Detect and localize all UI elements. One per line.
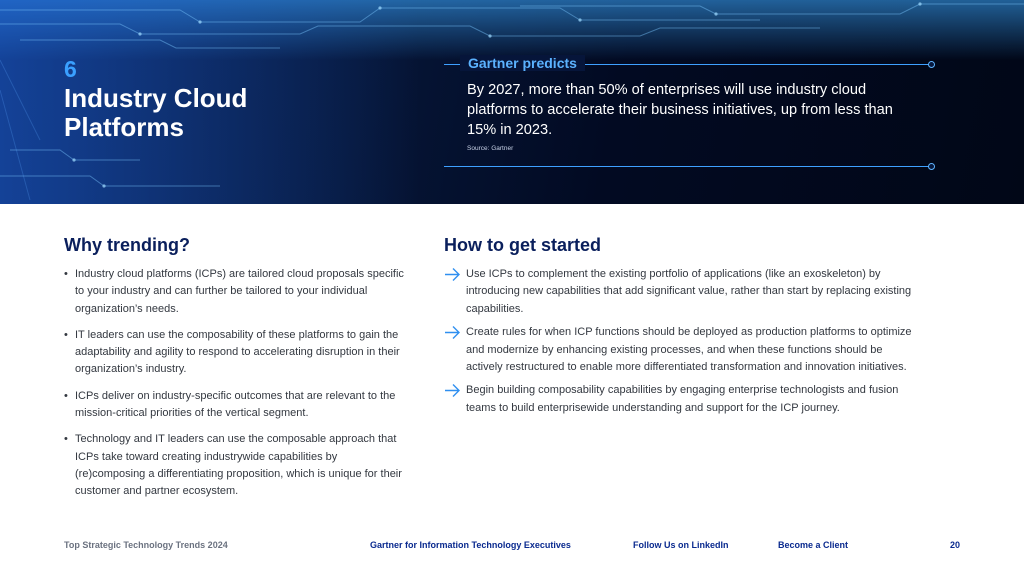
predict-source: Source: Gartner: [467, 145, 514, 152]
bullet-text: ICPs deliver on industry-specific outcomes that are relevant to the mission-critical priorities of the vertical segment.: [75, 389, 396, 420]
footer-link-become-client[interactable]: Become a Client: [778, 540, 849, 550]
list-item: [64, 388, 404, 423]
hero-banner: [0, 0, 1024, 204]
list-item: [444, 382, 914, 417]
section-title: Industry Cloud Platforms: [64, 83, 248, 142]
bullet-icon: •: [64, 328, 68, 341]
footer: [0, 540, 1024, 554]
why-trending-heading: Why trending?: [64, 235, 190, 255]
why-trending-list: [64, 266, 404, 510]
page-number: 20: [949, 540, 960, 550]
bullet-text: Industry cloud platforms (ICPs) are tailored cloud proposals specific to your industry and can further be tailored to your individual organization’s needs.: [75, 268, 404, 315]
arrow-right-icon: [444, 325, 461, 340]
bullet-icon: •: [64, 433, 68, 446]
get-started-heading: How to get started: [444, 235, 602, 255]
rule-end-dot-icon: [928, 163, 935, 170]
get-started-list: [444, 266, 914, 423]
list-item: [64, 266, 404, 318]
list-item: [444, 324, 914, 376]
bullet-icon: •: [64, 268, 68, 280]
arrow-right-icon: [444, 383, 461, 398]
arrow-right-icon: [444, 267, 461, 282]
predict-text: By 2027, more than 50% of enterprises will use industry cloud platforms to accelerate their business initiatives, up from less than 15% in 2023.: [467, 82, 893, 138]
footer-doc-title: Top Strategic Technology Trends 2024: [64, 540, 228, 550]
predict-bottom-rule: [444, 166, 932, 167]
section-number: 6: [64, 56, 77, 82]
list-item: [64, 431, 404, 500]
bullet-text: Technology and IT leaders can use the composable approach that ICPs take toward creating industrywide capabilities by (re)composing a differentiating proposition, which is unique for their customer and partner ecosystem.: [75, 433, 402, 498]
list-item: [64, 327, 404, 379]
footer-link-gartner-it[interactable]: Gartner for Information Technology Executives: [370, 540, 571, 550]
rule-end-dot-icon: [928, 61, 935, 68]
bullet-text: IT leaders can use the composability of these platforms to gain the adaptability and agility to respond to accelerating disruption in their organization’s industry.: [75, 328, 400, 376]
step-text: Begin building composability capabilities by engaging enterprise technologists and fusion teams to build enterprisewide understanding and support for the ICP journey.: [466, 384, 899, 414]
predict-label: Gartner predicts: [460, 55, 585, 71]
step-text: Use ICPs to complement the existing portfolio of applications (like an exoskeleton) by introducing new capabilities that add significant value, rather than start by replacing existing capabilities.: [466, 268, 912, 315]
bullet-icon: •: [64, 389, 68, 402]
footer-link-linkedin[interactable]: Follow Us on LinkedIn: [633, 540, 729, 550]
list-item: [444, 266, 914, 318]
step-text: Create rules for when ICP functions should be deployed as production platforms to optimize and modernize by enhancing existing processes, and when these functions should be actively restructured to enable more differentiated transformation and innovation initiatives.: [466, 326, 912, 374]
